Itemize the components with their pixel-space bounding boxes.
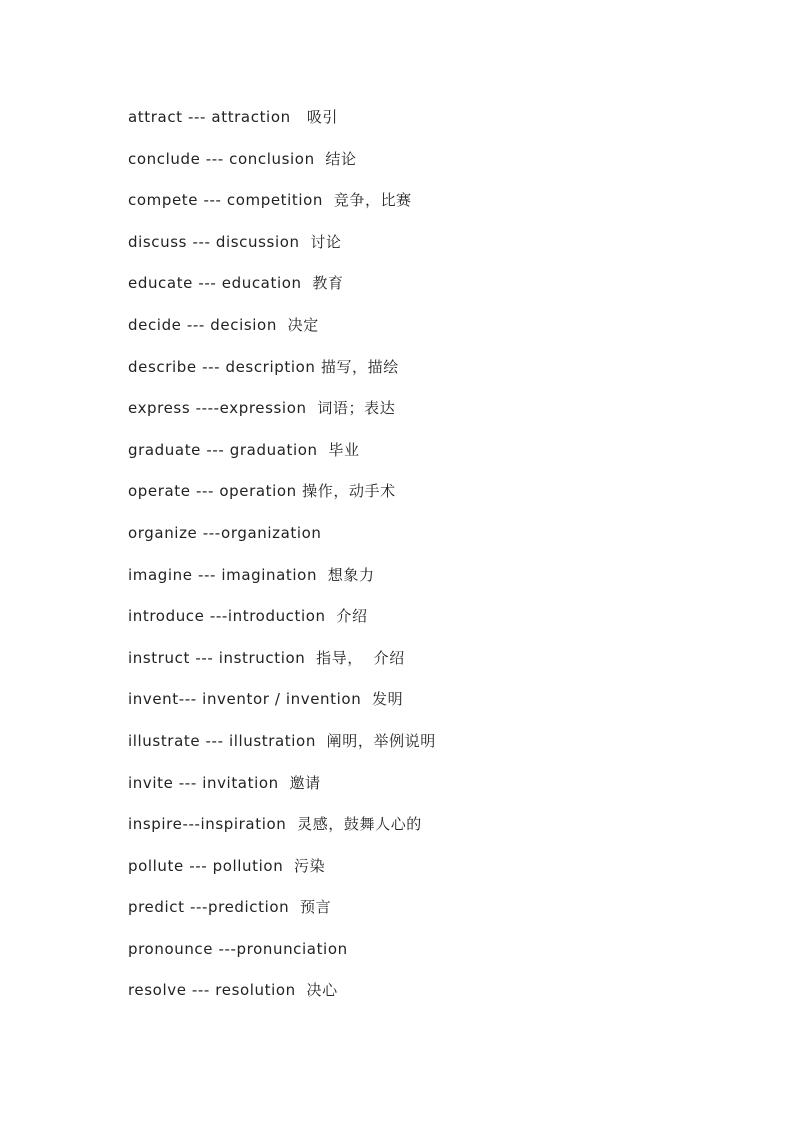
- vocab-line-conclude: conclude --- conclusion 结论: [128, 149, 357, 168]
- vocab-line-predict: predict ---prediction 预言: [128, 898, 332, 917]
- vocab-line-invite: invite --- invitation 邀请: [128, 773, 321, 792]
- vocabulary-list: [128, 106, 436, 1021]
- vocab-line-discuss: discuss --- discussion 讨论: [128, 232, 342, 251]
- vocab-line-introduce: introduce ---introduction 介绍: [128, 607, 368, 626]
- vocab-line-resolve: resolve --- resolution 决心: [128, 981, 338, 1000]
- vocab-line-educate: educate --- education 教育: [128, 274, 344, 293]
- vocab-line-imagine: imagine --- imagination 想象力: [128, 565, 375, 584]
- vocab-line-invent: invent--- inventor / invention 发明: [128, 690, 404, 709]
- vocab-line-attract: attract --- attraction 吸引: [128, 108, 339, 126]
- vocab-line-describe: describe --- description 描写，描绘: [128, 357, 399, 376]
- vocab-line-compete: compete --- competition 竞争，比赛: [128, 191, 412, 210]
- vocab-line-organize: organize ---organization: [128, 523, 322, 542]
- vocab-line-operate: operate --- operation 操作，动手术: [128, 482, 396, 501]
- vocab-line-instruct: instruct --- instruction 指导， 介绍: [128, 648, 405, 667]
- vocab-line-express: express ----expression 词语；表达: [128, 399, 396, 418]
- vocab-line-pollute: pollute --- pollution 污染: [128, 856, 326, 875]
- vocab-line-inspire: inspire---inspiration 灵感，鼓舞人心的: [128, 815, 422, 834]
- vocab-line-graduate: graduate --- graduation 毕业: [128, 440, 360, 459]
- vocab-line-pronounce: pronounce ---pronunciation: [128, 939, 348, 958]
- vocab-line-decide: decide --- decision 决定: [128, 315, 319, 334]
- vocab-line-illustrate: illustrate --- illustration 阐明，举例说明: [128, 731, 436, 750]
